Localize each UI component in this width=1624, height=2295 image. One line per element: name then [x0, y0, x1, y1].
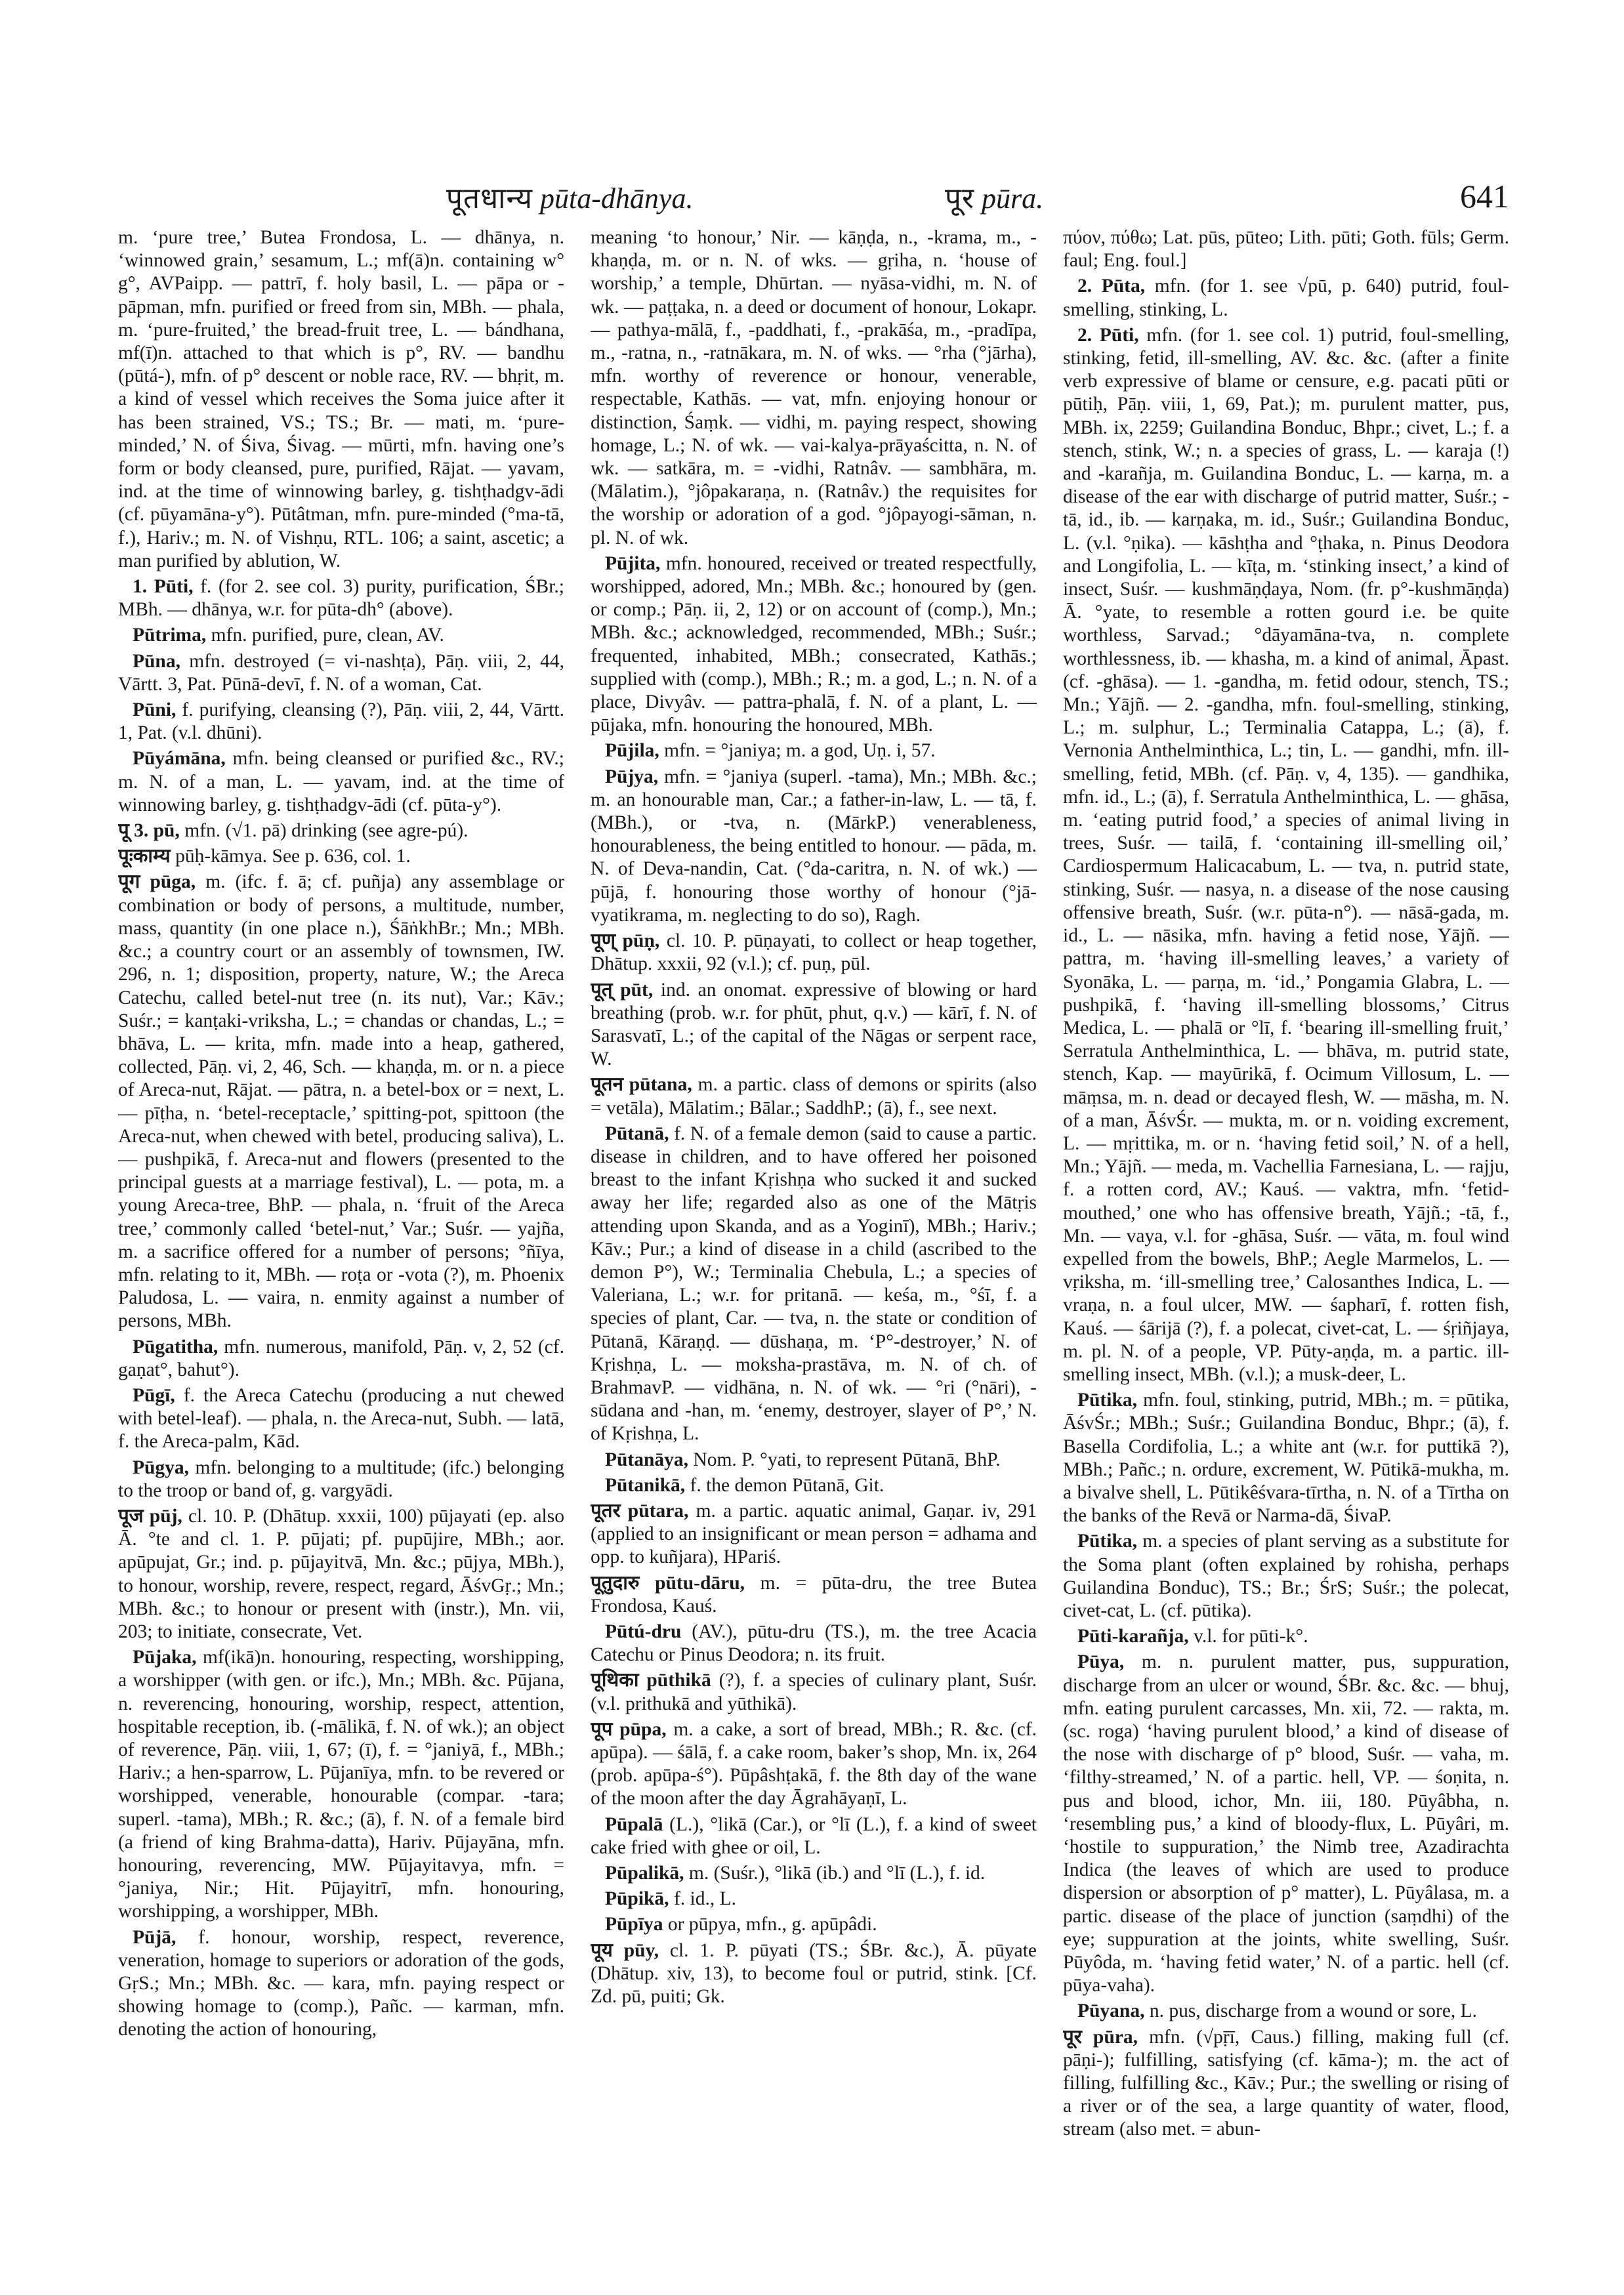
dictionary-entry [118, 1336, 564, 1382]
entry-text: n. pus, discharge from a wound or sore, L. [1144, 2000, 1478, 2022]
dictionary-entry [118, 699, 564, 745]
dictionary-entry [591, 1073, 1037, 1119]
entry-text: or pūpya, mfn., g. apūpâdi. [663, 1914, 877, 1935]
entry-headword: Pūgī, [133, 1384, 175, 1406]
entry-text: f. N. of a female demon (said to cause a partic. disease in children, and to have offered her poisoned breast to the infant Kṛishṇa who sucked it and sucked away her life; regarded also as one of the Mātṛis attending upon Skanda, and as a Yoginī), MBh.; Hariv.; Kāv.; Pur.; a kind of disease in a child (ascribed to the demon P°), W.; Terminalia Chebula, L.; a species of Valeriana, L.; w.r. for pritanā. — keśa, m., °śī, f. a species of plant, Car. — tva, n. the state or condition of Pūtanā, Kāraṇḍ. — dūshaṇa, m. ‘P°-destroyer,’ N. of Kṛishṇa, L. — moksha-prastāva, m. N. of ch. of BrahmavP. — vidhāna, n. N. of wk. — °ri (°nāri), -sūdana and -han, m. ‘enemy, destroyer, slayer of P°,’ N. of Kṛishṇa, L. [591, 1123, 1037, 1445]
dictionary-entry [118, 845, 564, 868]
entry-text: m. (ifc. f. ā; cf. puñja) any assemblage or combination or body of persons, a multitude, number, mass, quantity (in one place n.), ŚāṅkhBr.; Mn.; MBh. &c.; a country court or an assembly of townsmen, IW. 296, n. 1; disposition, property, nature, W.; the Areca Catechu, called betel-nut tree (n. its nut), Var.; Kāv.; Suśr.; = kanṭaki-vriksha, L.; = chandas or chandas, L.; = bhāva, L. — krita, mfn. made into a heap, gathered, collected, Pāṇ. vi, 2, 46, Sch. — khaṇḍa, m. or n. a piece of Areca-nut, Rājat. — pātra, n. a betel-box or = next, L. — pīṭha, n. ‘betel-receptacle,’ spitting-pot, spittoon (the Areca-nut, when chewed with betel, producing saliva), L. — pushpikā, f. Areca-nut and flowers (presented to the principal guests at a marriage festival), L. — pota, m. a young Areca-tree, BhP. — phala, n. ‘fruit of the Areca tree,’ commonly called ‘betel-nut,’ Var.; Suśr. — yajña, m. a sacrifice offered for a number of persons; °ñīya, mfn. relating to it, MBh. — roṭa or -vota (?), m. Phoenix Paludosa, L. — vaira, n. enmity against a number of persons, MBh. [118, 871, 564, 1332]
text-columns [118, 226, 1509, 2247]
entry-headword: Pūpalikā, [605, 1863, 684, 1884]
entry-headword: Pūni, [133, 699, 177, 721]
entry-text: mfn. purified, pure, clean, AV. [206, 625, 444, 646]
entry-text: mf(ikā)n. honouring, respecting, worshipping, a worshipper (with gen. or ifc.), Mn.; MBh. &c. Pūjana, n. reverencing, honouring, worship, respect, attention, hospitable reception, ib. (-mālikā, f. N. of wk.); an object of reverence, Pāṇ. viii, 1, 67; (ī), f. = °janiyā, f., MBh.; Hariv.; a hen-sparrow, L. Pūjanīya, mfn. to be revered or worshipped, venerable, honourable (compar. -tara; superl. -tama), MBh.; R. &c.; (ā), f. N. of a female bird (a friend of king Brahma-datta), Hariv. Pūjayāna, mfn. honouring, reverencing, MW. Pūjayitavya, mfn. = °janiya, Nir.; Hit. Pūjayitrī, mfn. honouring, worshipping, a worshipper, MBh. [118, 1647, 564, 1922]
dictionary-entry [1063, 1389, 1509, 1527]
entry-text: mfn. (√pṝī, Caus.) filling, making full (cf. pāṇi-); fulfilling, satisfying (cf. kāma-); m. the act of filling, fulfilling &c., Kāv.; Pur.; the swelling or rising of a river or of the sea, a large quantity of water, flood, stream (also met. = abun- [1063, 2026, 1509, 2140]
dictionary-entry [118, 747, 564, 817]
entry-headword: 2. Pūti, [1077, 324, 1139, 346]
entry-text: f. id., L. [669, 1888, 736, 1910]
running-head-left [446, 177, 693, 217]
entry-text: m. = pūta-dru, the tree Butea Frondosa, Kauś. [591, 1572, 1037, 1617]
dictionary-entry [591, 1913, 1037, 1936]
entry-text: mfn. (for 1. see col. 1) putrid, foul-smelling, stinking, fetid, ill-smelling, AV. &c. &c. (after a finite verb expressive of blame or censure, e.g. pacati pūti or pūtiḥ, Pāṇ. viii, 1, 69, Pat.); m. purulent matter, pus, MBh. ix, 2259; Guilandina Bonduc, Bhpr.; civet, L.; f. a stench, stink, W.; n. a species of grass, L. — karaja (!) and -karañja, m. Guilandina Bonduc, L. — karṇa, m. a disease of the ear with discharge of putrid matter, Suśr.; -tā, id., ib. — karṇaka, m. id., Suśr.; Guilandina Bonduc, L. (v.l. °ṇika). — kāshṭha and °ṭhaka, n. Pinus Deodora and Longifolia, L. — kīṭa, m. ‘stinking insect,’ a kind of insect, Suśr. — kushmāṇḍaya, Nom. (fr. p°-kushmāṇḍa) Ā. °yate, to resemble a rotten gourd i.e. be quite worthless, Sarvad.; °dāyamāna-tva, n. complete worthlessness, ib. — khasha, m. a kind of animal, Āpast. (cf. -ghāsa). — 1. -gandha, m. fetid odour, stench, TS.; Mn.; Yājñ. — 2. -gandha, mfn. foul-smelling, stinking, L.; m. sulphur, L.; Terminalia Catappa, L.; (ā), f. Vernonia Anthelminthica, L.; tin, L. — gandhi, mfn. ill-smelling, fetid, MBh. (cf. Pāṇ. v, 4, 135). — gandhika, mfn. id., L.; (ā), f. Serratula Anthelminthica, L. — ghāsa, m. ‘eating putrid food,’ a species of animal living in trees, Suśr. — tailā, f. ‘containing ill-smelling oil,’ Cardiospermum Halicacabum, L. — tva, n. putrid state, stinking, Suśr. — nasya, n. a disease of the nose causing offensive breath, Suśr. (w.r. pūta-n°). — nāsā-gada, m. id., L. — nāsika, mfn. having a fetid nose, Yājñ. — pattra, m. ‘having ill-smelling leaves,’ a variety of Syonāka, L. — parṇa, m. ‘id.,’ Pongamia Glabra, L. — pushpikā, f. ‘having ill-smelling blossoms,’ Citrus Medica, L. — phalā or °lī, f. ‘bearing ill-smelling fruit,’ Serratula Anthelminthica, L. — bhāva, m. putrid state, stench, Kap. — mayūrikā, f. Ocimum Villosum, L. — māṃsa, m. n. dead or decayed flesh, W. — māsha, m. N. of a man, ĀśvŚr. — mukta, m. or n. voiding excrement, L. — mṛittika, m. or n. ‘having fetid soil,’ N. of a hell, Mn.; Yājñ. — meda, m. Vachellia Farnesiana, L. — rajju, f. a rotten cord, AV.; Kauś. — vaktra, mfn. ‘fetid-mouthed,’ one who has offensive breath, Yājñ.; -tā, f., Mn. — vaya, v.l. for -ghāsa, Suśr. — vāta, m. foul wind expelled from the bowels, BhP.; Aegle Marmelos, L. — vṛiksha, m. ‘ill-smelling tree,’ Calosanthes Indica, L. — vraṇa, n. a foul ulcer, MW. — śapharī, f. rotten fish, Kauś. — śārijā (?), f. a polecat, civet-cat, L. — śṛiñjaya, m. pl. N. of a people, VP. Pūty-aṇḍa, m. a partic. ill-smelling insect, MBh. (v.l.); a musk-deer, L. [1063, 324, 1509, 1385]
entry-headword: Pūpalā [605, 1813, 663, 1835]
running-head-right-devanagari: पूर [945, 182, 974, 215]
entry-text: (L.), °likā (Car.), or °lī (L.), f. a kind of sweet cake fried with ghee or oil, L. [591, 1813, 1037, 1858]
dictionary-entry [591, 930, 1037, 976]
entry-headword: पूत् pūt, [591, 979, 654, 1001]
entry-headword: Pūjila, [605, 740, 659, 762]
dictionary-entry [118, 575, 564, 621]
dictionary-entry [1063, 2026, 1509, 2141]
entry-headword: Pūtanāya, [605, 1449, 689, 1470]
dictionary-entry [118, 1646, 564, 1923]
entry-headword: पूतुदारु pūtu-dāru, [591, 1572, 745, 1594]
entry-headword: पूण् pūṇ, [591, 930, 660, 952]
dictionary-entry [1063, 1651, 1509, 1997]
entry-text: cl. 10. P. (Dhātup. xxxii, 100) pūjayati (ep. also Ā. °te and cl. 1. P. pūjati; pf. pupūjire, MBh.; aor. apūpujat, Gr.; ind. p. pūjayitvā, Mn. &c.; pūjya, MBh.), to honour, worship, revere, respect, regard, ĀśvGṛ.; Mn.; MBh. &c.; to honour or present with (instr.), Mn. vii, 203; to initiate, consecrate, Vet. [118, 1505, 564, 1642]
dictionary-entry [591, 1621, 1037, 1666]
entry-headword: Pūya, [1077, 1651, 1125, 1673]
dictionary-entry [118, 1926, 564, 2042]
dictionary-entry [118, 871, 564, 1333]
entry-text: f. honour, worship, respect, reverence, veneration, homage to superiors or adoration of the gods, GṛS.; Mn.; MBh. &c. — kara, mfn. paying respect or showing homage to (comp.), Pañc. — karman, mfn. denoting the action of honouring, [118, 1926, 564, 2040]
dictionary-entry [1063, 226, 1509, 272]
column-3 [1063, 226, 1509, 2247]
entry-headword: पूतन pūtana, [591, 1074, 692, 1096]
running-head-left-devanagari: पूतधान्य [446, 182, 533, 215]
entry-text: m. n. purulent matter, pus, suppuration, discharge from an ulcer or wound, ŚBr. &c. &c. — bhuj, mfn. eating purulent carcasses, Mn. xii, 72. — rakta, m. (sc. roga) ‘having purulent blood,’ a kind of disease of the nose with discharge of p° blood, Suśr. — vaha, m. ‘filthy-streamed,’ N. of a partic. hell, VP. — śoṇita, n. pus and blood, ichor, Mn. iii, 180. Pūyâbha, n. ‘resembling pus,’ a kind of bloody-flux, L. Pūyâri, m. ‘hostile to suppuration,’ the Nimb tree, Azadirachta Indica (the leaves of which are used to produce dispersion or absorption of p° matter), L. Pūyâlasa, m. a partic. disease of the place of junction (saṃdhi) of the eye; suppuration at the joints, white swelling, Suśr. Pūyôda, m. ‘having fetid water,’ N. of a partic. hell (cf. pūya-vaha). [1063, 1651, 1509, 1996]
entry-text: pūḥ-kāmya. See p. 636, col. 1. [170, 846, 411, 867]
entry-headword: Pūyámāna, [133, 748, 226, 770]
dictionary-entry [591, 1939, 1037, 2009]
entry-headword: Pūjita, [605, 552, 661, 574]
entry-text: v.l. for pūti-k°. [1188, 1626, 1308, 1647]
dictionary-entry [591, 1718, 1037, 1811]
entry-headword: पूःकाम्य [118, 846, 171, 867]
entry-text: mfn. numerous, manifold, Pāṇ. v, 2, 52 (cf. gaṇat°, bahut°). [118, 1336, 564, 1380]
entry-text: f. the Areca Catechu (producing a nut chewed with betel-leaf). — phala, n. the Areca-nut, Subh. — latā, f. the Areca-palm, Kād. [118, 1384, 564, 1453]
entry-text: mfn. (√1. pā) drinking (see agre-pú). [179, 820, 468, 842]
entry-headword: 2. Pūta, [1077, 276, 1146, 297]
entry-text: mfn. honoured, received or treated respectfully, worshipped, adored, Mn.; MBh. &c.; honoured by (gen. or comp.; Pāṇ. ii, 2, 12) or on account of (comp.), Mn.; MBh. &c.; acknowledged, recommended, MBh.; Suśr.; frequented, inhabited, MBh.; consecrated, Kathās.; supplied with (comp.), MBh.; R.; m. a god, L.; n. N. of a place, Divyâv. — pattra-phalā, f. N. of a plant, L. — pūjaka, mfn. honouring the honoured, MBh. [591, 552, 1037, 736]
column-1 [118, 226, 564, 2247]
entry-text: m. (Suśr.), °likā (ib.) and °lī (L.), f. id. [684, 1863, 986, 1884]
entry-text: cl. 1. P. pūyati (TS.; ŚBr. &c.), Ā. pūyate (Dhātup. xiv, 13), to become foul or putrid, stink. [Cf. Zd. pū, puiti; Gk. [591, 1939, 1037, 2008]
dictionary-entry [591, 1474, 1037, 1497]
entry-headword: 1. Pūti, [133, 576, 194, 598]
entry-headword: Pūtú-dru [605, 1621, 682, 1642]
dictionary-entry [1063, 1625, 1509, 1648]
entry-text: πύον, πύθω; Lat. pūs, pūteo; Lith. pūti; Goth. fūls; Germ. faul; Eng. foul.] [1063, 227, 1509, 272]
entry-text: mfn. destroyed (= vi-nashṭa), Pāṇ. viii, 2, 44, Vārtt. 3, Pat. Pūnā-devī, f. N. of a woman, Cat. [118, 650, 564, 695]
entry-text: mfn. belonging to a multitude; (ifc.) belonging to the troop or band of, g. vargyādi. [118, 1457, 564, 1501]
dictionary-entry [118, 650, 564, 696]
entry-headword: Pūpīya [605, 1914, 663, 1935]
entry-headword: पू 3. pū, [118, 820, 180, 842]
entry-headword: Pūna, [133, 650, 180, 672]
dictionary-entry [118, 226, 564, 573]
entry-text: m. a partic. aquatic animal, Gaṇar. iv, 291 (applied to an insignificant or mean person = adhama and opp. to kuñjara), HPariś. [591, 1500, 1037, 1568]
entry-headword: Pūtanikā, [605, 1474, 686, 1496]
entry-headword: Pūti-karañja, [1077, 1626, 1189, 1647]
column-2 [591, 226, 1037, 2247]
entry-text: f. (for 2. see col. 3) purity, purification, ŚBr.; MBh. — dhānya, w.r. for pūta-dh° (above). [118, 576, 564, 621]
entry-headword: पूतर pūtara, [591, 1500, 689, 1521]
entry-headword: पूज pūj, [118, 1505, 182, 1527]
entry-headword: Pūtrima, [133, 625, 207, 646]
entry-headword: पूथिका pūthikā [591, 1670, 711, 1691]
entry-headword: Pūjya, [605, 766, 659, 787]
dictionary-entry [1063, 1530, 1509, 1623]
entry-text: (?), f. a species of culinary plant, Suśr. (v.l. prithukā and yūthikā). [591, 1670, 1037, 1714]
entry-text: m. a partic. class of demons or spirits (also = vetāla), Mālatim.; Bālar.; SaddhP.; (ā), f., see next. [591, 1074, 1037, 1119]
entry-headword: Pūjā, [133, 1926, 177, 1948]
entry-headword: Pūgatitha, [133, 1336, 219, 1357]
entry-headword: पूर pūra, [1063, 2026, 1138, 2048]
page-number: 641 [1460, 178, 1509, 215]
dictionary-entry [591, 739, 1037, 762]
running-head-left-latin: pūta-dhānya. [540, 182, 694, 215]
entry-text: mfn. = °janiya (superl. -tama), Mn.; MBh. &c.; m. an honourable man, Car.; a father-in-law, L. — tā, f. (MBh.), or -tva, n. (MārkP.) venerableness, honourableness, the being entitled to honour. — pāda, m. N. of Deva-nandin, Cat. (°da-caritra, n. N. of wk.) — pūjā, f. honouring those worthy of honour (°jā-vyatikrama, m. neglecting to do so), Ragh. [591, 766, 1037, 926]
entry-headword: पूप pūpa, [591, 1718, 667, 1740]
dictionary-entry [591, 1813, 1037, 1859]
entry-headword: पूय pūy, [591, 1939, 659, 1961]
dictionary-entry [591, 1669, 1037, 1715]
dictionary-entry [591, 1862, 1037, 1885]
entry-text: f. purifying, cleansing (?), Pāṇ. viii, 2, 44, Vārtt. 1, Pat. (v.l. dhūni). [118, 699, 564, 744]
dictionary-entry [118, 1384, 564, 1454]
entry-text: meaning ‘to honour,’ Nir. — kāṇḍa, n., -krama, m., -khaṇḍa, m. or n. N. of wks. — gṛiha, n. ‘house of worship,’ a temple, Dhūrtan. — nyāsa-vidhi, m. N. of wk. — paṭṭaka, n. a deed or document of honour, Lokapr. — pathya-mālā, f., -paddhati, f., -prakāśa, m., -pradīpa, m., -ratna, n., -ratnākara, m. N. of wks. — °rha (°jārha), mfn. worthy of reverence or honour, venerable, respectable, Kathās. — vat, mfn. enjoying honour or distinction, Śaṃk. — vidhi, m. paying respect, showing homage, L.; N. of wk. — vai-kalya-prāyaścitta, n. N. of wk. — satkāra, m. = -vidhi, Ratnâv. — sambhāra, m. (Mālatim.), °jôpakaraṇa, n. (Ratnâv.) the requisites for the worship or adoration of a god. °jôpayogi-sāman, n. pl. N. of wk. [591, 227, 1037, 548]
dictionary-entry [591, 552, 1037, 737]
dictionary-entry [591, 1500, 1037, 1569]
dictionary-entry [118, 624, 564, 647]
dictionary-entry [591, 1572, 1037, 1618]
entry-text: cl. 10. P. pūṇayati, to collect or heap together, Dhātup. xxxii, 92 (v.l.); cf. puṇ, pūl. [591, 930, 1037, 975]
running-head-right [945, 177, 1043, 217]
dictionary-entry [1063, 2000, 1509, 2023]
entry-headword: Pūgya, [133, 1457, 190, 1478]
entry-text: mfn. being cleansed or purified &c., RV.; m. N. of a man, L. — yavam, ind. at the time of winnowing barley, g. tishṭhadgv-ādi (cf. pūta-y°). [118, 748, 564, 816]
dictionary-entry [591, 1449, 1037, 1472]
entry-text: m. a cake, a sort of bread, MBh.; R. &c. (cf. apūpa). — śālā, f. a cake room, baker’s shop, Mn. ix, 264 (prob. apūpa-ś°). Pūpâshṭakā, f. the 8th day of the wane of the moon after the day Āgrahāyaṇī, L. [591, 1718, 1037, 1809]
page-header [118, 177, 1509, 223]
entry-text: m. ‘pure tree,’ Butea Frondosa, L. — dhānya, n. ‘winnowed grain,’ sesamum, L.; mf(ā)n. containing w° g°, AVPaipp. — pattrī, f. holy basil, L. — pāpa or -pāpman, mfn. purified or freed from sin, MBh. — phala, m. ‘pure-fruited,’ the bread-fruit tree, L. — bándhana, mf(ī)n. attached to that which is p°, RV. — bandhu (pūtá-), mfn. of p° descent or noble race, RV. — bhṛit, m. a kind of vessel which receives the Soma juice after it has been strained, VS.; TS.; Br. — mati, m. ‘pure-minded,’ N. of Śiva, Śivag. — mūrti, mfn. having one’s form or body cleansed, pure, purified, Rājat. — yavam, ind. at the time of winnowing barley, g. tishṭhadgv-ādi (cf. pūyamāna-y°). Pūtâtman, mfn. pure-minded (°ma-tā, f.), Hariv.; m. N. of Vishṇu, RTL. 106; a saint, ascetic; a man purified by ablution, W. [118, 227, 564, 571]
running-head-right-latin: pūra. [982, 182, 1044, 215]
entry-headword: Pūyana, [1077, 2000, 1145, 2022]
dictionary-entry [591, 979, 1037, 1071]
entry-text: (AV.), pūtu-dru (TS.), m. the tree Acacia Catechu or Pinus Deodora; n. its fruit. [591, 1621, 1037, 1666]
entry-headword: Pūtanā, [605, 1123, 669, 1144]
dictionary-entry [118, 1505, 564, 1644]
dictionary-entry [118, 1457, 564, 1502]
dictionary-entry [591, 1123, 1037, 1446]
dictionary-entry [1063, 275, 1509, 321]
entry-text: mfn. (for 1. see √pū, p. 640) putrid, foul-smelling, stinking, L. [1063, 276, 1509, 320]
entry-headword: Pūtika, [1077, 1531, 1137, 1552]
entry-text: Nom. P. °yati, to represent Pūtanā, BhP. [688, 1449, 1001, 1470]
dictionary-entry [118, 819, 564, 842]
entry-headword: Pūjaka, [133, 1647, 197, 1668]
entry-headword: Pūpikā, [605, 1888, 669, 1910]
entry-text: mfn. foul, stinking, putrid, MBh.; m. = pūtika, ĀśvŚr.; MBh.; Suśr.; Guilandina Bonduc, Bhpr.; (ā), f. Basella Cordifolia, L.; a white ant (w.r. for puttikā ?), MBh.; Pañc.; n. ordure, excrement, W. Pūtikā-mukha, m. a bivalve shell, L. Pūtikêśvara-tīrtha, n. N. of a Tīrtha on the banks of the Revā or Narma-dā, ŚivaP. [1063, 1390, 1509, 1527]
dictionary-entry [591, 1888, 1037, 1911]
dictionary-entry [591, 226, 1037, 550]
entry-text: m. a species of plant serving as a substitute for the Soma plant (often explained by rohisha, perhaps Guilandina Bonduc), TS.; Br.; ŚrS; Suśr.; the polecat, civet-cat, L. (cf. pūtika). [1063, 1531, 1509, 1621]
entry-text: mfn. = °janiya; m. a god, Uṇ. i, 57. [659, 740, 936, 762]
entry-text: ind. an onomat. expressive of blowing or hard breathing (prob. w.r. for phūt, phut, q.v.) — kārī, f. N. of Sarasvatī, L.; of the capital of the Nāgas or serpent race, W. [591, 979, 1037, 1070]
dictionary-entry [1063, 324, 1509, 1386]
entry-text: f. the demon Pūtanā, Git. [685, 1474, 885, 1496]
entry-headword: पूग pūga, [118, 871, 196, 893]
entry-headword: Pūtika, [1077, 1390, 1137, 1411]
dictionary-entry [591, 766, 1037, 927]
